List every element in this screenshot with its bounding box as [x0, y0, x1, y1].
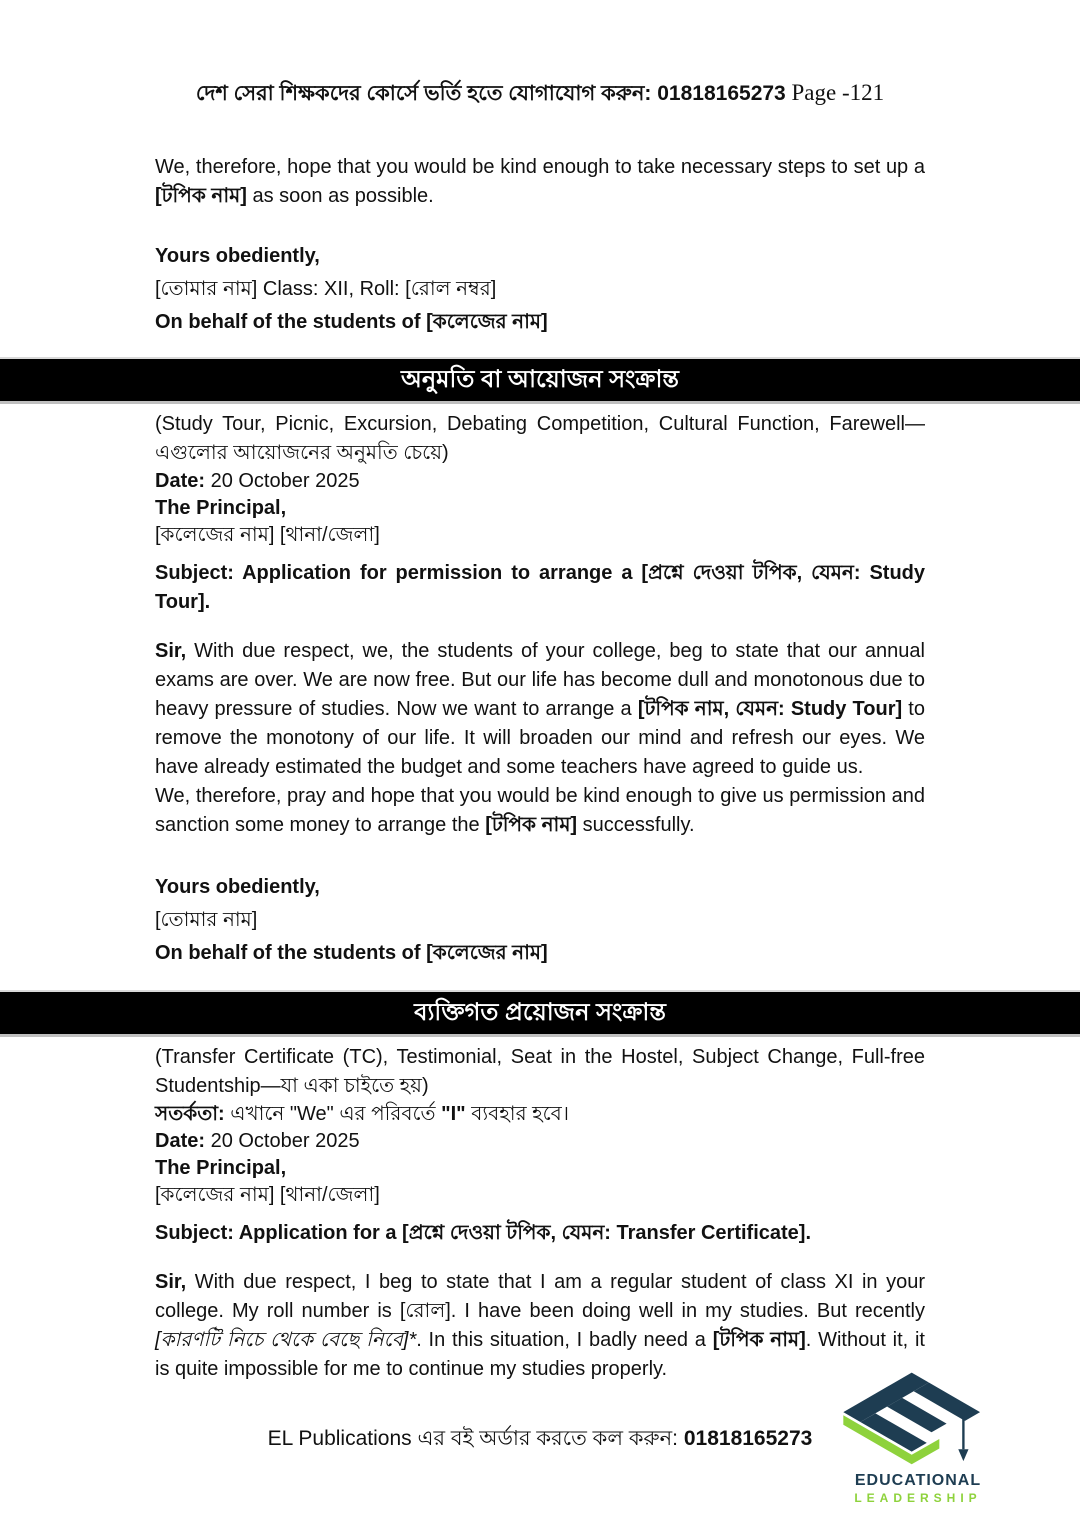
recipient-line: The Principal,	[155, 497, 287, 519]
salutation: Yours obediently,	[155, 876, 320, 898]
on-behalf-line: On behalf of the students of [কলেজের নাম]	[155, 942, 548, 964]
date-line: Date: 20 October 2025	[155, 470, 360, 492]
request-closing-paragraph: We, therefore, hope that you would be kind enough to take necessary steps to set up a [টপিক নাম] as soon as possible.	[155, 156, 925, 207]
sender-name-line: [তোমার নাম]	[155, 909, 258, 931]
banner-title: ব্যক্তিগত প্রয়োজন সংক্রান্ত	[414, 999, 666, 1026]
logo-text-leadership: LEADERSHIP	[854, 1491, 982, 1505]
address-line: [কলেজের নাম] [থানা/জেলা]	[155, 524, 380, 546]
section-scope: (Transfer Certificate (TC), Testimonial, Seat in the Hostel, Subject Change, Full-free Studentship—যা একা চাইতে হয়)	[155, 1046, 925, 1097]
logo-text-educational: EDUCATIONAL	[854, 1472, 982, 1489]
date-line: Date: 20 October 2025	[155, 1130, 360, 1152]
graduation-cap-e-icon	[843, 1372, 993, 1472]
caution-line: সতর্কতা: এখানে "We" এর পরিবর্তে "I" ব্যবহার হবে।	[155, 1103, 569, 1125]
recipient-line: The Principal,	[155, 1157, 287, 1179]
section-banner-personal	[0, 990, 1080, 1037]
subject-line: Subject: Application for permission to arrange a [প্রশ্নে দেওয়া টপিক, যেমন: Study Tour].	[155, 562, 925, 613]
footer-order-line: EL Publications এর বই অর্ডার করতে কল করুন: 01818165273	[267, 1427, 813, 1450]
el-publications-logo	[838, 1372, 998, 1506]
signature-block-1	[155, 243, 925, 335]
application-prayer: We, therefore, pray and hope that you would be kind enough to give us permission and sanction some money to arrange the [টপিক নাম] successfully.	[155, 785, 925, 836]
application-body: Sir, With due respect, we, the students of your college, beg to state that our annual exams are over. We are now free. But our life has become dull and monotonous due to heavy pressure of studies. Now we want to arrange a [টপিক নাম, যেমন: Study Tour] to remove the monotony of our life. It will broaden our mind and refresh our eyes. We have already estimated the budget and some teachers have agreed to guide us.	[155, 640, 925, 778]
sender-name-line: [তোমার নাম] Class: XII, Roll: [রোল নম্বর]	[155, 278, 497, 300]
section-scope: (Study Tour, Picnic, Excursion, Debating Competition, Cultural Function, Farewell—এগুলোর আয়োজনের অনুমতি চেয়ে)	[155, 413, 925, 464]
signature-block-2	[155, 874, 925, 966]
application-body: Sir, With due respect, I beg to state that I am a regular student of class XI in your college. My roll number is [রোল]. I have been doing well in my studies. But recently [কারণটি নিচে থেকে বেছে নিবে]*. In this situation, I badly need a [টপিক নাম]. Without it, it is quite impossible for me to continue my studies properly.	[155, 1271, 925, 1380]
section-banner-permission	[0, 357, 1080, 404]
page-header: দেশ সেরা শিক্ষকদের কোর্সে ভর্তি হতে যোগাযোগ করুন: 01818165273 Page -121	[195, 80, 885, 105]
banner-title: অনুমতি বা আয়োজন সংক্রান্ত	[401, 366, 679, 393]
salutation: Yours obediently,	[155, 245, 320, 267]
subject-line: Subject: Application for a [প্রশ্নে দেওয়া টপিক, যেমন: Transfer Certificate].	[155, 1222, 812, 1244]
on-behalf-line: On behalf of the students of [কলেজের নাম]	[155, 311, 548, 333]
address-line: [কলেজের নাম] [থানা/জেলা]	[155, 1184, 380, 1206]
